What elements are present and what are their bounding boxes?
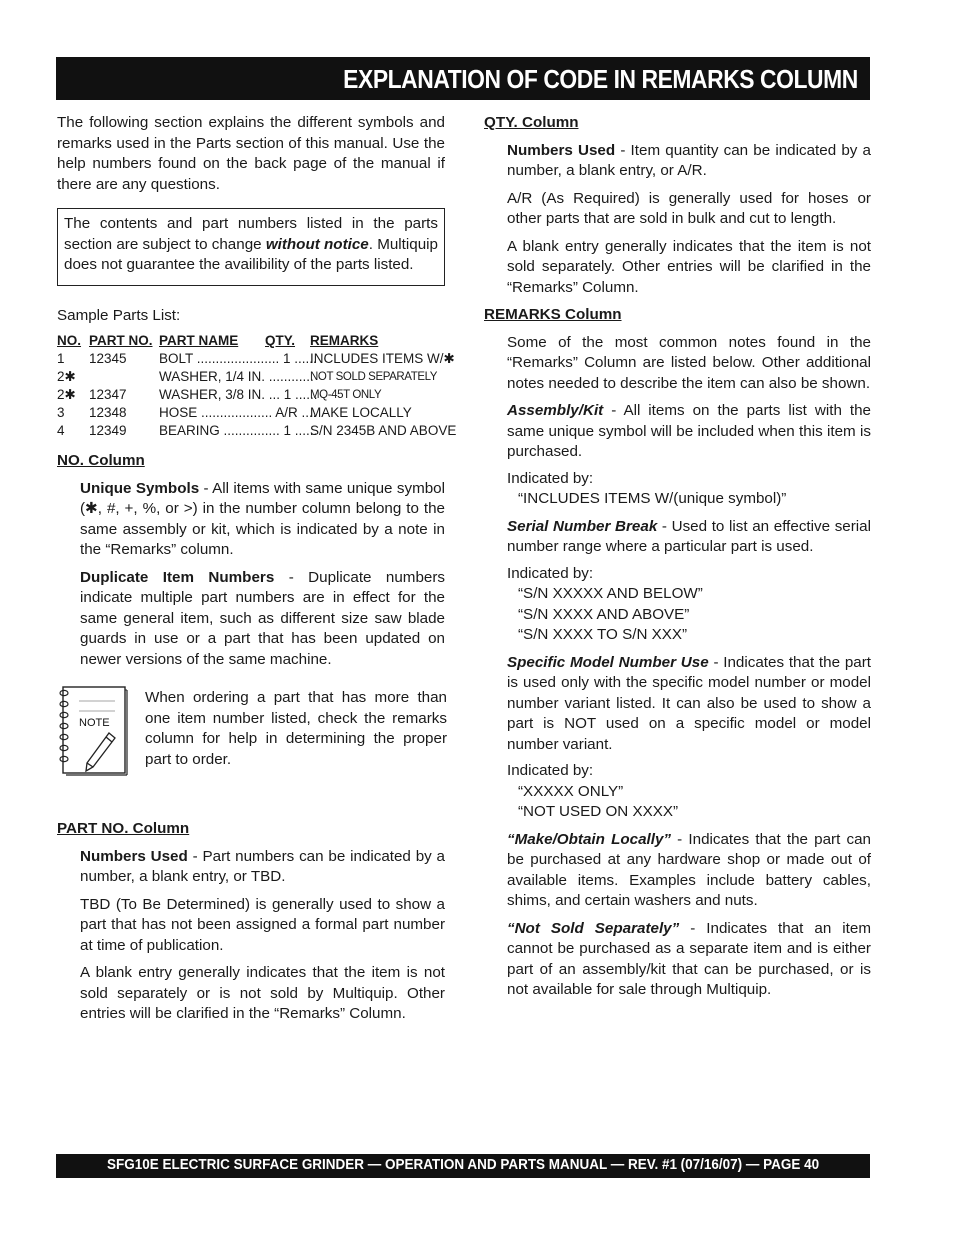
cell-part-name: BOLT ...................... 1 ...... (159, 351, 317, 366)
part-numbers-used-text: - Part numbers can be indicated by a number, a blank entry, or TBD. (80, 847, 445, 885)
qty-numbers-used-label: Numbers Used (507, 141, 616, 159)
cell-part-name: HOSE ................... A/R .... (159, 405, 317, 420)
cell-part-no: 12347 (89, 387, 127, 402)
qty-numbers-used-paragraph (484, 141, 871, 182)
cell-remarks: MAKE LOCALLY (310, 405, 412, 420)
cell-remarks: S/N 2345B AND ABOVE (310, 423, 457, 438)
assembly-kit-paragraph (484, 401, 871, 463)
duplicate-numbers-text: - Duplicate numbers indicate multiple part numbers are in effect for the same general item, such as different size saw blade guards in use or a part that has been updated on newer versions of the same machine. (80, 568, 445, 668)
no-column-heading: NO. Column (57, 452, 145, 469)
notice-box (57, 208, 445, 286)
notice-text-before: The contents and part numbers listed in the parts section are subject to change (64, 215, 438, 253)
table-row (57, 422, 457, 440)
duplicate-numbers-paragraph (57, 568, 445, 671)
page-footer-bar (56, 1154, 870, 1178)
unique-symbols-label: Unique Symbols (80, 479, 200, 497)
left-column (57, 113, 457, 1025)
table-row (57, 368, 445, 386)
specific-model-label: Specific Model Number Use (507, 653, 709, 671)
header-no: NO. (57, 333, 82, 348)
cell-remarks: MQ-45T ONLY (310, 389, 382, 401)
serial-example: “S/N XXXX AND ABOVE” (518, 605, 690, 623)
footer-text: SFG10E ELECTRIC SURFACE GRINDER — OPERATION AND PARTS MANUAL — REV. #1 (07/16/07) — PAGE 40 (107, 1157, 820, 1173)
cell-part-no: 12345 (89, 351, 127, 366)
serial-example: “S/N XXXXX AND BELOW” (518, 585, 703, 602)
page-header-bar (56, 57, 870, 100)
model-example: “NOT USED ON XXXX” (518, 803, 679, 820)
header-part-name: PART NAME (159, 333, 239, 348)
cell-part-no: 12348 (89, 405, 127, 420)
note-icon-label: NOTE (79, 717, 110, 729)
indicated-by-label: Indicated by: (507, 762, 594, 779)
table-row (57, 404, 445, 422)
remarks-column-heading: REMARKS Column (484, 306, 622, 323)
sample-parts-label: Sample Parts List: (57, 306, 181, 324)
unique-symbols-text: - All items with same unique symbol (✱, #, +, %, or >) in the number column belong to the same assembly or kit, which is indicated by a note in the “Remarks” column. (80, 479, 445, 558)
cell-remarks: INCLUDES ITEMS W/✱ (310, 351, 455, 366)
indicated-by-label: Indicated by: (507, 469, 594, 487)
header-part-no: PART NO. (89, 333, 153, 348)
cell-no: 2✱ (57, 369, 76, 384)
table-row (57, 386, 445, 404)
part-no-column-heading: PART NO. Column (57, 820, 190, 837)
part-numbers-used-label: Numbers Used (80, 847, 188, 865)
assembly-kit-label: Assembly/Kit (507, 402, 604, 419)
make-locally-label: “Make/Obtain Locally” (507, 830, 671, 848)
remarks-intro-paragraph: Some of the most common notes found in the “Remarks” Column are listed below. Other additional notes needed to describe the item can also be shown. (507, 333, 871, 392)
qty-numbers-used-text: - Item quantity can be indicated by a number, a blank entry, or A/R. (507, 141, 871, 179)
cell-remarks: NOT SOLD SEPARATELY (310, 371, 438, 383)
not-sold-separately-text: - Indicates that an item cannot be purchased as a separate item and is either part of an assembly/kit that can be purchased, or is not available for sale through Multiquip. (507, 919, 871, 998)
cell-part-no: 12349 (89, 423, 127, 438)
page-title: EXPLANATION OF CODE IN REMARKS COLUMN (343, 64, 858, 94)
assembly-kit-text: - All items on the parts list with the same unique symbol will be included when this item is purchased. (507, 402, 871, 460)
tbd-paragraph: TBD (To Be Determined) is generally used to show a part that has not been assigned a formal part number at time of publication. (80, 895, 445, 954)
qty-column-heading: QTY. Column (484, 114, 579, 131)
serial-break-label: Serial Number Break (507, 517, 658, 535)
cell-no: 3 (57, 405, 65, 420)
part-numbers-used-paragraph (57, 847, 445, 888)
model-example: “XXXXX ONLY” (518, 782, 624, 800)
header-qty: QTY. (265, 333, 296, 348)
cell-no: 2✱ (57, 387, 76, 402)
qty-blank-entry-paragraph: A blank entry generally indicates that the item is not sold separately. Other entries will be clarified in the “Remarks” Column. (507, 237, 871, 296)
note-text: When ordering a part that has more than one item number listed, check the remarks column for help in determining the proper part to order. (145, 689, 447, 768)
as-required-paragraph: A/R (As Required) is generally used for hoses or other parts that are sold in bulk and cut to length. (507, 189, 871, 227)
cell-no: 4 (57, 423, 65, 438)
notice-emphasis: without notice (265, 235, 369, 253)
make-locally-paragraph (484, 830, 871, 912)
specific-model-paragraph (484, 653, 871, 756)
cell-no: 1 (57, 351, 65, 366)
note-notepad-icon (57, 685, 129, 777)
indicated-by-label: Indicated by: (507, 564, 594, 582)
right-column (484, 113, 871, 1001)
make-locally-text: - Indicates that the part can be purchased at any hardware shop or made out of available items. Examples include battery cables, shims, and certain washers and nuts. (507, 830, 871, 909)
sample-table-header (57, 332, 445, 350)
sample-parts-table (57, 332, 457, 440)
note-callout (57, 685, 445, 781)
notice-text-after: . Multiquip does not guarantee the availibility of the parts listed. (64, 235, 438, 273)
assembly-example: “INCLUDES ITEMS W/(unique symbol)” (518, 490, 787, 507)
intro-paragraph: The following section explains the different symbols and remarks used in the Parts section of this manual. Use the help numbers found on the back page of the manual if there are any questions. (57, 114, 445, 193)
unique-symbols-paragraph (57, 479, 445, 561)
header-remarks: REMARKS (310, 333, 379, 348)
specific-model-text: - Indicates that the part is used only with the specific model number or model number variant listed. It can also be used to show a part is NOT used on a specific model or model number variant. (507, 653, 871, 753)
duplicate-numbers-label: Duplicate Item Numbers (80, 568, 275, 586)
cell-part-name: WASHER, 3/8 IN. ... 1 ...... (159, 387, 318, 402)
table-row (57, 350, 455, 368)
not-sold-separately-paragraph (484, 919, 871, 1001)
part-blank-entry-paragraph: A blank entry generally indicates that the item is not sold separately or is not sold by Multiquip. Other entries will be clarified in the “Remarks” Column. (80, 964, 445, 1022)
serial-break-paragraph (484, 517, 871, 558)
serial-break-text: - Used to list an effective serial number range where a particular part is used. (507, 517, 871, 555)
not-sold-separately-label: “Not Sold Separately” (507, 919, 680, 937)
cell-part-name: WASHER, 1/4 IN. ............ (159, 369, 314, 384)
cell-part-name: BEARING ............... 1 ...... (159, 423, 318, 438)
serial-example: “S/N XXXX TO S/N XXX” (518, 626, 688, 643)
